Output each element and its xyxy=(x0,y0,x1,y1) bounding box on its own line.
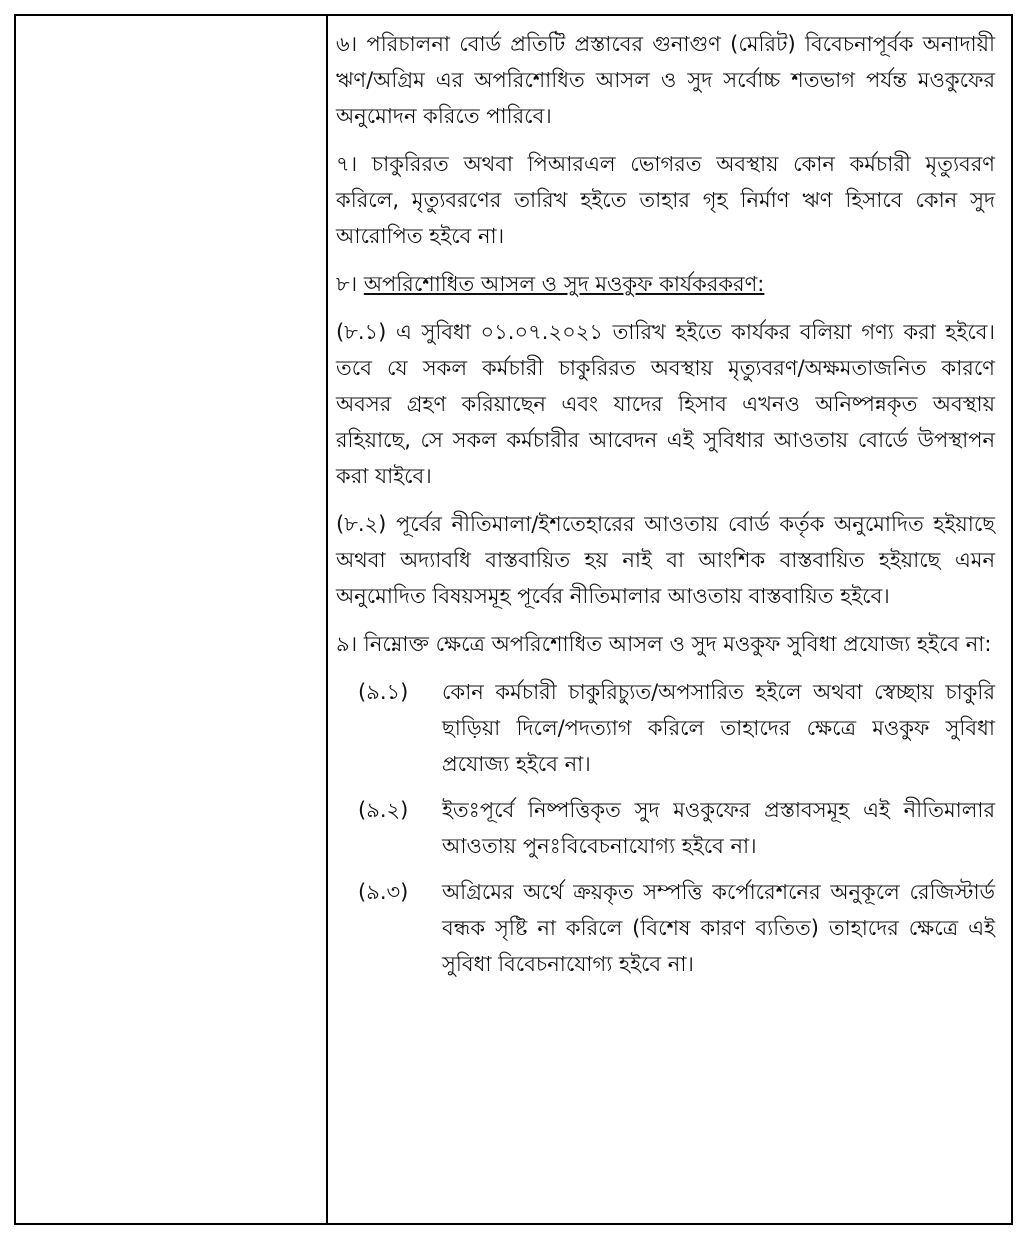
sub-item-text: ইতঃপূর্বে নিষ্পত্তিকৃত সুদ মওকুফের প্রস্তাবসমূহ এই নীতিমালার আওতায় পুনঃবিবেচনাযোগ্য হইবে না। xyxy=(442,798,995,858)
paragraph-8-heading xyxy=(336,266,995,302)
document-table xyxy=(14,14,1013,1225)
paragraph-8-1: (৮.১) এ সুবিধা ০১.০৭.২০২১ তারিখ হইতে কার্যকর বলিয়া গণ্য করা হইবে। তবে যে সকল কর্মচারী চাকুরিরত অবস্থায় মৃত্যুবরণ/অক্ষমতাজনিত কারণে অবসর গ্রহণ করিয়াছেন এবং যাদের হিসাব এখনও অনিষ্পন্নকৃত অবস্থায় রহিয়াছে, সে সকল কর্মচারীর আবেদন এই সুবিধার আওতায় বোর্ডে উপস্থাপন করা যাইবে। xyxy=(336,320,995,488)
left-column xyxy=(16,16,328,1223)
paragraph-8-title: অপরিশোধিত আসল ও সুদ মওকুফ কার্যকরকরণ: xyxy=(363,272,765,296)
right-column xyxy=(328,16,1011,1223)
sub-item-9-2 xyxy=(358,792,995,864)
sub-item-9-3 xyxy=(358,874,995,982)
sub-item-text: অগ্রিমের অর্থে ক্রয়কৃত সম্পত্তি কর্পোরেশনের অনুকূলে রেজিস্টার্ড বন্ধক সৃষ্টি না করিলে (বিশেষ কারণ ব্যতিত) তাহাদের ক্ষেত্রে এই সুবিধা বিবেচনাযোগ্য হইবে না। xyxy=(442,880,995,976)
paragraph-9: ৯। নিম্নোক্ত ক্ষেত্রে অপরিশোধিত আসল ও সুদ মওকুফ সুবিধা প্রযোজ্য হইবে না: xyxy=(336,632,992,656)
sub-item-text: কোন কর্মচারী চাকুরিচ্যুত/অপসারিত হইলে অথবা স্বেচ্ছায় চাকুরি ছাড়িয়া দিলে/পদত্যাগ করিলে তাহাদের ক্ষেত্রে মওকুফ সুবিধা প্রযোজ্য হইবে না। xyxy=(442,680,995,776)
sub-item-number: (৯.১) xyxy=(358,680,409,704)
sub-item-number: (৯.২) xyxy=(358,798,409,822)
sub-item-9-1 xyxy=(358,674,995,782)
paragraph-8-number: ৮। xyxy=(336,272,358,296)
paragraph-7: ৭। চাকুরিরত অথবা পিআরএল ভোগরত অবস্থায় কোন কর্মচারী মৃত্যুবরণ করিলে, মৃত্যুবরণের তারিখ হইতে তাহার গৃহ নির্মাণ ঋণ হিসাবে কোন সুদ আরোপিত হইবে না। xyxy=(336,152,995,248)
paragraph-6: ৬। পরিচালনা বোর্ড প্রতিটি প্রস্তাবের গুনাগুণ (মেরিট) বিবেচনাপূর্বক অনাদায়ী ঋণ/অগ্রিম এর অপরিশোধিত আসল ও সুদ সর্বোচ্চ শতভাগ পর্যন্ত মওকুফের অনুমোদন করিতে পারিবে। xyxy=(336,32,995,128)
sub-item-number: (৯.৩) xyxy=(358,880,409,904)
paragraph-8-2: (৮.২) পূর্বের নীতিমালা/ইশতেহারের আওতায় বোর্ড কর্তৃক অনুমোদিত হইয়াছে অথবা অদ্যাবধি বাস্তবায়িত হয় নাই বা আংশিক বাস্তবায়িত হইয়াছে এমন অনুমোদিত বিষয়সমূহ পূর্বের নীতিমালার আওতায় বাস্তবায়িত হইবে। xyxy=(336,512,995,608)
